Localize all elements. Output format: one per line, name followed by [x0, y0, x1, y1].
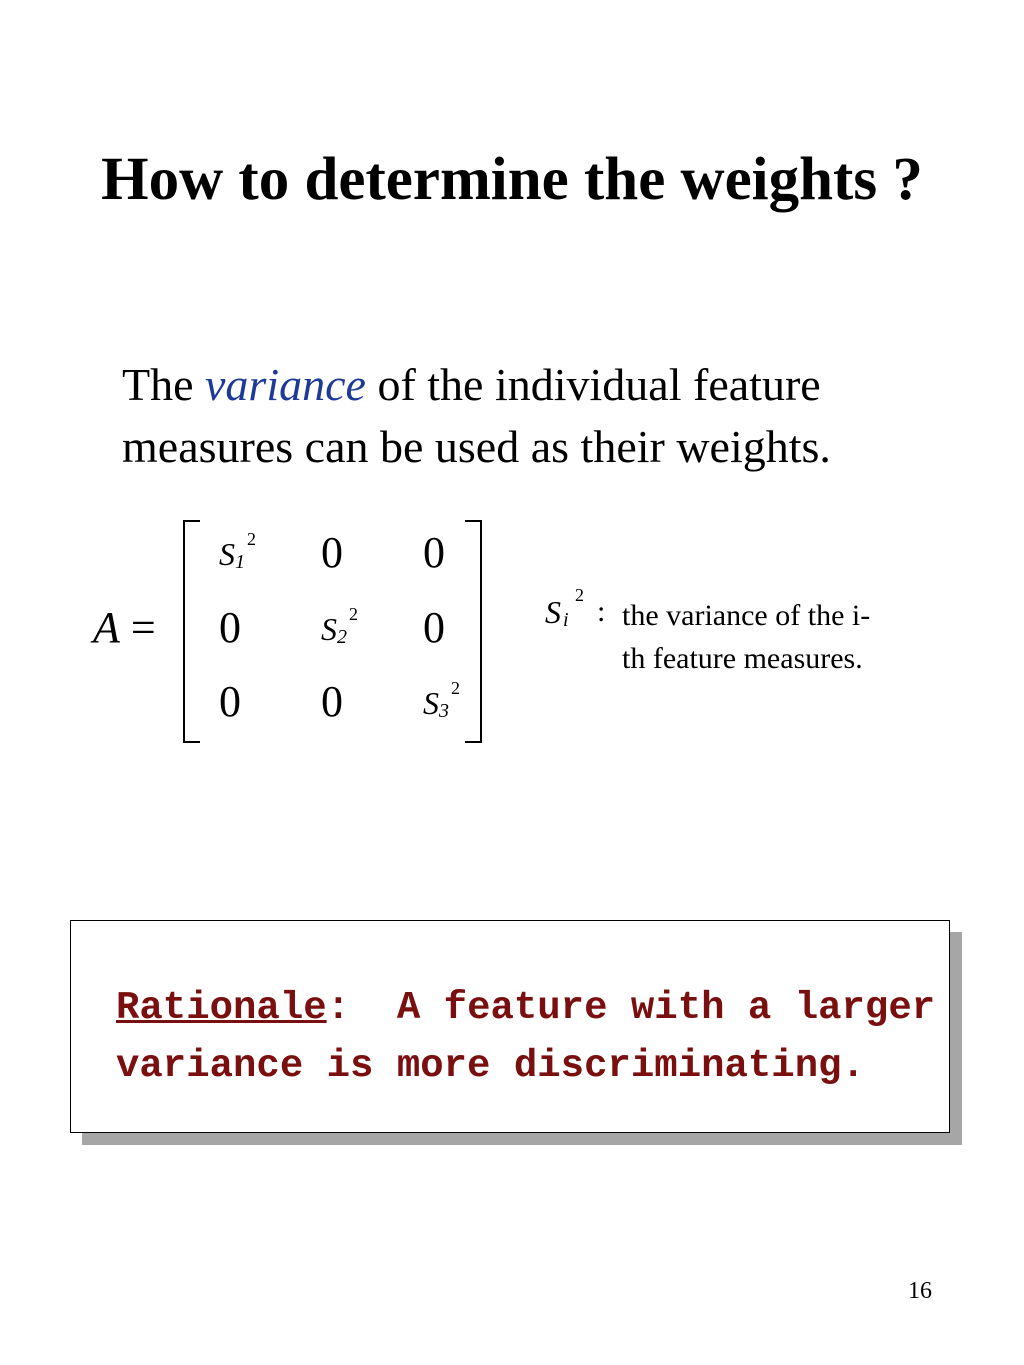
- rationale-label: Rationale: [116, 986, 327, 1030]
- note-line-1: the variance of the i-: [622, 599, 871, 632]
- rationale-line-1: A feature with a larger: [350, 986, 936, 1030]
- page-number: 16: [908, 1278, 932, 1304]
- slide-title: How to determine the weights ?: [101, 146, 923, 213]
- rationale-line-2: variance is more discriminating.: [116, 1044, 865, 1088]
- note-symbol-var: [545, 585, 584, 631]
- matrix-entry-r3c3: [423, 678, 460, 722]
- variance-base: S: [423, 685, 439, 721]
- matrix-entry-r1c2: 0: [321, 528, 343, 577]
- intro-text-after: of the individual feature measures can be used as their weights.: [122, 359, 831, 472]
- matrix-entry-r2c3: 0: [423, 603, 445, 652]
- note-colon: :: [597, 595, 606, 628]
- variance-subscript: 1: [235, 551, 245, 573]
- intro-text-before: The: [122, 359, 194, 410]
- note-text: [622, 594, 942, 680]
- matrix-entry-r1c3: 0: [423, 528, 445, 577]
- variance-superscript: 2: [247, 529, 256, 549]
- note-symbol-sub: i: [563, 609, 569, 631]
- matrix-entry-r1c1: [219, 529, 256, 573]
- matrix-entry-r2c2: [321, 604, 358, 648]
- rationale-text: [116, 979, 936, 1095]
- variance-base: S: [321, 611, 337, 647]
- matrix-entry-r2c1: 0: [219, 603, 241, 652]
- variance-base: S: [219, 536, 235, 572]
- variance-subscript: 2: [337, 626, 347, 648]
- note-symbol-base: S: [545, 594, 561, 630]
- variance-superscript: 2: [349, 604, 358, 624]
- matrix-entry-r3c2: 0: [321, 677, 343, 726]
- matrix-entry-r3c1: 0: [219, 677, 241, 726]
- equals-sign: =: [130, 603, 156, 652]
- variance-subscript: 3: [439, 700, 449, 722]
- note-symbol-sup: 2: [575, 585, 584, 605]
- rationale-box: [70, 920, 950, 1133]
- matrix-name: A: [93, 603, 120, 652]
- note-line-2: th feature measures.: [622, 642, 863, 675]
- variance-superscript: 2: [451, 678, 460, 698]
- rationale-label-colon: :: [326, 986, 351, 1030]
- intro-emphasis: variance: [205, 359, 366, 410]
- note-symbol: [545, 585, 584, 631]
